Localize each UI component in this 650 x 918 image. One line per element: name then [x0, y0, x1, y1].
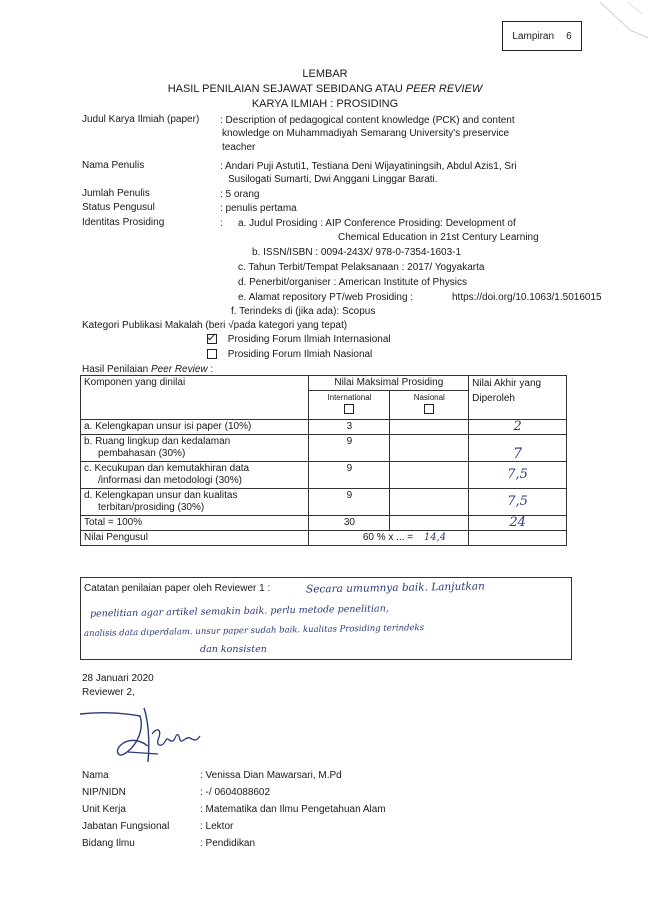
header-akhir — [469, 376, 567, 420]
table-header-row — [81, 376, 567, 391]
row-komponen-1: c. Kecukupan dan kemutakhiran data — [84, 463, 250, 474]
identitas-e-url: https://doi.org/10.1063/1.5016015 — [452, 292, 602, 303]
judul-label: Judul Karya Ilmiah (paper) — [82, 114, 200, 125]
judul-value-2: knowledge on Muhammadiyah Semarang University's preservice — [222, 128, 510, 139]
bidang-value: : Pendidikan — [200, 838, 256, 849]
penulis-value-2: Susilogati Sumarti, Dwi Anggani Linggar Barati. — [228, 174, 438, 185]
row-intl: 9 — [309, 435, 390, 462]
row-intl: 3 — [309, 420, 390, 435]
header-nasional — [390, 391, 469, 420]
row-komponen: a. Kelengkapan unsur isi paper (10%) — [81, 420, 309, 435]
identitas-a-2: Chemical Education in 21st Century Learning — [338, 232, 539, 243]
doc-title-italic: PEER REVIEW — [405, 83, 483, 95]
table-row — [81, 489, 567, 516]
review-date: 28 Januari 2020 — [82, 673, 154, 684]
hasil-label — [82, 364, 213, 375]
judul-value-3: teacher — [222, 142, 256, 153]
row-intl: 9 — [309, 489, 390, 516]
row-akhir-handwritten: 2 — [469, 420, 567, 435]
nip-label: NIP/NIDN — [82, 787, 126, 798]
doc-title-main-text: HASIL PENILAIAN SEJAWAT SEBIDANG ATAU — [167, 83, 406, 95]
row-komponen-1: d. Kelengkapan unsur dan kualitas — [84, 490, 238, 501]
nama-value: : Venissa Dian Mawarsari, M.Pd — [200, 770, 342, 781]
status-label: Status Pengusul — [82, 202, 155, 213]
catatan-label: Catatan penilaian paper oleh Reviewer 1 : — [84, 583, 271, 594]
header-international — [309, 391, 390, 420]
reviewer-label: Reviewer 2, — [82, 687, 135, 698]
jabatan-value: : Lektor — [200, 821, 234, 832]
bidang-label: Bidang Ilmu — [82, 838, 135, 849]
status-value: : penulis pertama — [220, 203, 297, 214]
jabatan-label: Jabatan Fungsional — [82, 821, 170, 832]
checked-box-icon[interactable] — [207, 334, 217, 344]
identitas-c: c. Tahun Terbit/Tempat Pelaksanaan : 2017/ Yogyakarta — [238, 262, 485, 273]
header-akhir-1: Nilai Akhir yang — [472, 378, 542, 389]
row-nasional — [390, 462, 469, 489]
header-komponen: Komponen yang dinilai — [81, 376, 309, 420]
kategori-label: Kategori Publikasi Makalah (beri √pada kategori yang tepat) — [82, 320, 348, 331]
penulis-value: : Andari Puji Astuti1, Testiana Deni Wijayatiningsih, Abdul Azis1, Sri — [220, 161, 517, 172]
identitas-colon: : — [220, 218, 223, 229]
doc-title-sub: KARYA ILMIAH : PROSIDING — [251, 98, 399, 110]
score-table — [80, 375, 567, 546]
catatan-handwriting-3: analisis data diperdalam. unsur paper sudah baik. kualitas Prosiding terindeks — [83, 623, 425, 639]
hasil-label-text: Hasil Penilaian — [82, 364, 151, 375]
row-komponen-2: terbitan/prosiding (30%) — [98, 502, 205, 513]
reviewer-signature — [78, 700, 228, 770]
nip-value: : -/ 0604088602 — [200, 787, 271, 798]
pengusul-value-handwritten: 14,4 — [423, 532, 447, 543]
lampiran-number: 6 — [566, 30, 572, 42]
row-akhir-handwritten: 7,5 — [469, 462, 567, 489]
table-row — [81, 435, 567, 462]
total-label: Total = 100% — [81, 516, 309, 531]
unit-value: : Matematika dan Ilmu Pengetahuan Alam — [200, 804, 386, 815]
row-komponen-2: pembahasan (30%) — [98, 448, 186, 459]
row-akhir-handwritten: 7,5 — [469, 489, 567, 516]
kategori-option-internasional[interactable] — [207, 334, 391, 345]
header-nasional-text: Nasional — [413, 393, 445, 402]
total-intl: 30 — [309, 516, 390, 531]
total-akhir-handwritten: 24 — [469, 516, 567, 531]
hasil-label-italic: Peer Review — [150, 364, 208, 375]
row-nasional — [390, 489, 469, 516]
table-row — [81, 420, 567, 435]
catatan-handwriting-4: dan konsisten — [200, 644, 267, 655]
identitas-d: d. Penerbit/organiser : American Institute of Physics — [238, 277, 467, 288]
judul-value: : Description of pedagogical content knowledge (PCK) and content — [220, 115, 515, 126]
total-nasional — [390, 516, 469, 531]
doc-title-lembar: LEMBAR — [302, 68, 348, 80]
checkbox-icon[interactable] — [344, 404, 354, 414]
doc-title-main — [0, 83, 650, 95]
kategori-opt2-label: Prosiding Forum Ilmiah Nasional — [227, 349, 373, 360]
row-komponen — [81, 462, 309, 489]
row-nasional — [390, 420, 469, 435]
pengusul-formula-text: 60 % x ... = — [362, 532, 414, 543]
identitas-f: f. Terindeks di (jika ada): Scopus — [231, 306, 376, 317]
hasil-label-end: : — [207, 364, 214, 375]
jumlah-label: Jumlah Penulis — [82, 188, 150, 199]
identitas-label: Identitas Prosiding — [82, 217, 165, 228]
unit-label: Unit Kerja — [82, 804, 126, 815]
header-international-text: International — [327, 393, 372, 402]
row-akhir-handwritten: 7 — [469, 435, 567, 462]
identitas-a: a. Judul Prosiding : AIP Conference Prosiding: Development of — [238, 218, 516, 229]
header-nilai-max: Nilai Maksimal Prosiding — [309, 376, 469, 391]
row-komponen-1: b. Ruang lingkup dan kedalaman — [84, 436, 231, 447]
pengusul-akhir — [469, 531, 567, 546]
checkbox-icon[interactable] — [424, 404, 434, 414]
table-pengusul-row — [81, 531, 567, 546]
nama-label: Nama — [82, 770, 109, 781]
kategori-opt1-label: Prosiding Forum Ilmiah Internasional — [227, 334, 391, 345]
identitas-e: e. Alamat repository PT/web Prosiding : — [238, 292, 414, 303]
jumlah-value: : 5 orang — [220, 189, 260, 200]
lampiran-box — [502, 21, 582, 51]
table-total-row — [81, 516, 567, 531]
catatan-handwriting-2: penelitian agar artikel semakin baik. perlu metode penelitian, — [89, 603, 389, 620]
table-row — [81, 462, 567, 489]
pengusul-label: Nilai Pengusul — [81, 531, 309, 546]
kategori-option-nasional[interactable] — [207, 349, 372, 360]
page-fold-mark — [590, 0, 650, 40]
row-intl: 9 — [309, 462, 390, 489]
row-nasional — [390, 435, 469, 462]
pengusul-formula — [309, 531, 469, 546]
row-komponen — [81, 489, 309, 516]
header-akhir-2: Diperoleh — [472, 393, 515, 404]
row-komponen — [81, 435, 309, 462]
row-komponen-2: /informasi dan metodologi (30%) — [98, 475, 242, 486]
checkbox-icon[interactable] — [207, 349, 217, 359]
identitas-b: b. ISSN/ISBN : 0094-243X/ 978-0-7354-1603-1 — [252, 247, 462, 258]
penulis-label: Nama Penulis — [82, 160, 145, 171]
lampiran-label: Lampiran — [512, 30, 555, 42]
catatan-handwriting-1: Secara umumnya baik. Lanjutkan — [305, 580, 485, 596]
